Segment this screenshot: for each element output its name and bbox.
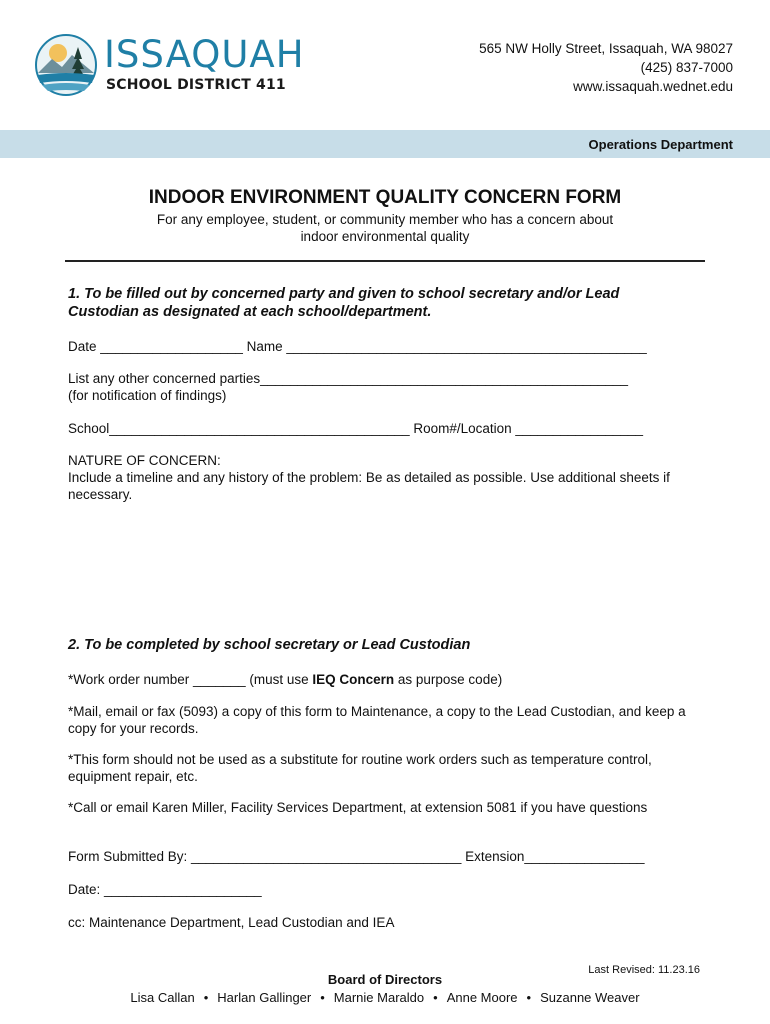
notification-note: (for notification of findings): [68, 388, 227, 403]
title-divider: [65, 260, 705, 262]
street-address: 565 NW Holly Street, Issaquah, WA 98027: [479, 41, 733, 56]
section1-heading-line1: 1. To be filled out by concerned party and given to school secretary and/or Lead: [68, 286, 620, 302]
form-subtitle: [0, 211, 770, 245]
work-order-prefix: *Work order number _______ (must use: [68, 672, 313, 687]
board-member: Lisa Callan: [130, 990, 195, 1005]
board-member: Anne Moore: [446, 990, 518, 1005]
submitted-by-field[interactable]: Form Submitted By: ____________________________________ Extension________________: [68, 849, 645, 864]
form-title: INDOOR ENVIRONMENT QUALITY CONCERN FORM: [148, 187, 622, 208]
logo-wordmark: ISSAQUAH: [104, 33, 305, 76]
mail-instructions: *Mail, email or fax (5093) a copy of this form to Maintenance, a copy to the Lead Custodian, and keep a copy for your records.: [68, 704, 686, 736]
separator-dot: •: [320, 990, 325, 1005]
board-member: Suzanne Weaver: [540, 990, 640, 1005]
department-banner: [0, 130, 770, 158]
section2-heading: 2. To be completed by school secretary or Lead Custodian: [68, 637, 471, 653]
separator-dot: •: [526, 990, 532, 1005]
work-order-line[interactable]: [68, 671, 502, 688]
work-order-purpose-code: IEQ Concern: [312, 672, 395, 687]
work-order-suffix: as purpose code): [394, 672, 503, 687]
substitute-warning: *This form should not be used as a substitute for routine work orders such as temperature control, equipment repair, etc.: [68, 752, 652, 784]
section1-heading-line2: Custodian as designated at each school/department.: [68, 304, 432, 320]
nature-of-concern-heading: NATURE OF CONCERN:: [68, 453, 221, 468]
cc-line: cc: Maintenance Department, Lead Custodian and IEA: [68, 915, 395, 930]
submission-date-field[interactable]: Date: _____________________: [68, 882, 262, 897]
date-name-field[interactable]: Date ___________________ Name ________________________________________________: [68, 339, 647, 354]
board-members: [0, 990, 770, 1005]
phone-number: (425) 837-7000: [640, 60, 733, 75]
website-url: www.issaquah.wednet.edu: [573, 79, 733, 94]
separator-dot: •: [433, 990, 438, 1005]
last-revised: Last Revised: 11.23.16: [588, 964, 700, 976]
district-logo: [34, 33, 305, 103]
board-member: Harlan Gallinger: [217, 990, 312, 1005]
section1-heading: [68, 285, 708, 321]
board-title: Board of Directors: [327, 972, 443, 987]
form-subtitle-line2: indoor environmental quality: [300, 229, 470, 244]
other-parties-field[interactable]: List any other concerned parties_________________________________________________: [68, 371, 629, 386]
nature-of-concern-instructions: Include a timeline and any history of the problem: Be as detailed as possible. Use additional sheets if necessary.: [68, 470, 670, 502]
board-member: Marnie Maraldo: [333, 990, 425, 1005]
school-room-field[interactable]: School________________________________________ Room#/Location _________________: [68, 421, 644, 436]
district-address: [479, 39, 733, 96]
department-label: Operations Department: [588, 137, 733, 152]
logo-subtitle: SCHOOL DISTRICT 411: [106, 77, 286, 93]
separator-dot: •: [203, 990, 209, 1005]
contact-note: *Call or email Karen Miller, Facility Services Department, at extension 5081 if you have questions: [68, 800, 648, 815]
lake-mountain-emblem-icon: [34, 33, 98, 97]
form-subtitle-line1: For any employee, student, or community member who has a concern about: [156, 212, 614, 227]
